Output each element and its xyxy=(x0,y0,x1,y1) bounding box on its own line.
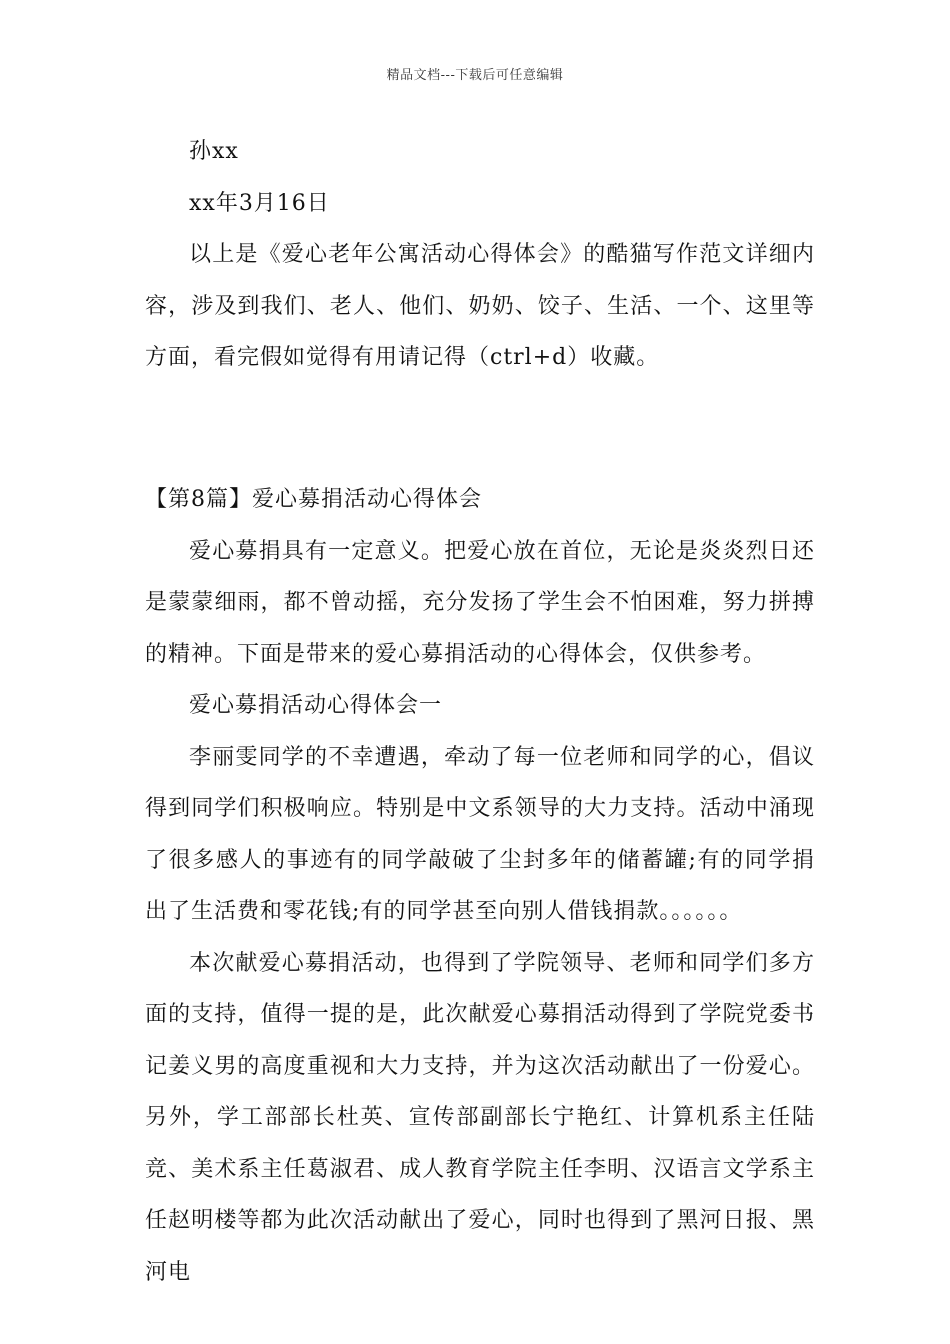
body-paragraph-2: 本次献爱心募捐活动，也得到了学院领导、老师和同学们多方面的支持，值得一提的是，此次献爱心募捐活动得到了学院党委书记姜义男的高度重视和大力支持，并为这次活动献出了一份爱心。另外，学工部部长杜英、宣传部副部长宁艳红、计算机系主任陆竞、美术系主任葛淑君、成人教育学院主任李明、汉语言文学系主任赵明楼等都为此次活动献出了爱心，同时也得到了黑河日报、黑河电 xyxy=(145,950,815,1285)
previous-article-ending xyxy=(145,126,815,384)
body-paragraph-1: 李丽雯同学的不幸遭遇，牵动了每一位老师和同学的心，倡议得到同学们积极响应。特别是中文系领导的大力支持。活动中涌现了很多感人的事迹有的同学敲破了尘封多年的储蓄罐;有的同学捐出了生活费和零花钱;有的同学甚至向别人借钱捐款。。。。。。 xyxy=(145,744,815,924)
section-title: 【第8篇】爱心募捐活动心得体会 xyxy=(145,487,482,512)
page-header: 精品文档---下载后可任意编辑 xyxy=(386,68,564,83)
signature-line: 孙xx xyxy=(189,139,239,164)
summary-paragraph: 以上是《爱心老年公寓活动心得体会》的酷猫写作范文详细内容，涉及到我们、老人、他们、奶奶、饺子、生活、一个、这里等方面，看完假如觉得有用请记得（ctrl+d）收藏。 xyxy=(145,242,815,370)
intro-paragraph: 爱心募捐具有一定意义。把爱心放在首位，无论是炎炎烈日还是蒙蒙细雨，都不曾动摇，充分发扬了学生会不怕困难，努力拼搏的精神。下面是带来的爱心募捐活动的心得体会，仅供参考。 xyxy=(145,538,815,667)
date-line: xx年3月16日 xyxy=(189,190,330,216)
subtitle: 爱心募捐活动心得体会一 xyxy=(189,693,443,718)
article-8 xyxy=(145,474,815,1298)
